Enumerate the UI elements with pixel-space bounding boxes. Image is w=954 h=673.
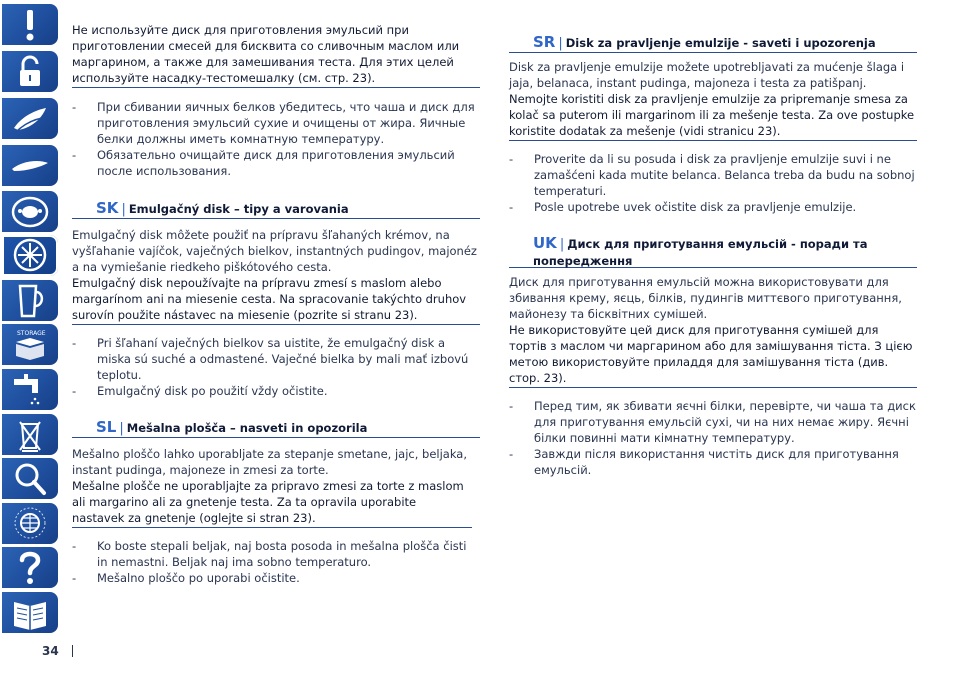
sk-intro: Emulgačný disk môžete použiť na prípravu šľahaných krémov, na vyšľahanie vajíčok, vaječných bielkov, instantných pudingov, majonéz a na vymiešanie riedkeho piškótového cesta. xyxy=(72,228,477,274)
left-column xyxy=(72,22,480,586)
uk-bullet: - Завжди після використання чистіть диск для приготування емульсій. xyxy=(509,447,899,477)
warning-exclamation-icon[interactable] xyxy=(2,4,58,45)
magnifier-icon[interactable] xyxy=(2,458,58,499)
sr-section-header: SR | Disk za pravljenje emulzije - saveti i upozorenja xyxy=(509,34,917,53)
sk-warning: Emulgačný disk nepoužívajte na prípravu zmesí s maslom alebo margarínom ani na miesenie cesta. Na spracovanie takýchto druhov surovín použite nástavec na miesenie (pozrite si stranu 23). xyxy=(72,275,480,325)
sk-code: SK xyxy=(96,199,119,217)
bin-icon[interactable] xyxy=(2,414,58,455)
sl-bullet: - Ko boste stepali beljak, naj bosta posoda in mešalna plošča čisti in nemastni. Beljak naj ima sobno temperaturo. xyxy=(72,539,467,569)
sl-intro: Mešalno ploščo lahko uporabljate za stepanje smetane, jajc, beljaka, instant pudinga, majoneze in zmesi za torte. xyxy=(72,447,468,477)
ru-bullet: - Обязательно очищайте диск для приготовления эмульсий после использования. xyxy=(72,148,455,178)
disc-icon[interactable] xyxy=(2,191,58,232)
tap-icon[interactable] xyxy=(2,369,58,410)
storage-icon[interactable] xyxy=(2,324,58,365)
blade-icon[interactable] xyxy=(2,145,58,186)
sr-title: Disk za pravljenje emulzije - saveti i upozorenja xyxy=(565,36,876,50)
sl-bullet: - Mešalno ploščo po uporabi očistite. xyxy=(72,571,300,585)
sl-warning: Mešalne plošče ne uporabljajte za pripravo zmesi za torte z maslom ali margarino ali za gnetenje testa. Za ta opravila uporabite nastavek za gnetenje (oglejte si stran 23). xyxy=(72,478,472,528)
sl-section-header: SL | Mešalna plošča – nasveti in opozorila xyxy=(72,419,480,438)
jug-icon[interactable] xyxy=(2,280,58,321)
uk-title: Диск для приготування емульсій - поради та попередження xyxy=(533,237,868,268)
page-number: 34 xyxy=(42,644,59,658)
emulsion-disc-icon[interactable] xyxy=(2,235,58,276)
right-column xyxy=(509,34,917,478)
sl-code: SL xyxy=(96,418,117,436)
sk-bullet: - Emulgačný disk po použití vždy očistite. xyxy=(72,384,328,398)
uk-code: UK xyxy=(533,234,557,252)
sr-warning: Nemojte koristiti disk za pravljenje emulzije za pripremanje smesa za kolač sa puterom ili margarinom ili za mešenje testa. Za ove postupke koristite dodatak za mešenje (vidi stranicu 23). xyxy=(509,91,917,141)
leaf-cutting-icon[interactable] xyxy=(2,98,58,139)
uk-intro: Диск для приготування емульсій можна використовувати для збивання крему, яєць, білків, пудингів миттєвого приготування, майонезу та бісквітних сумішей. xyxy=(509,275,902,321)
uk-warning: Не використовуйте цей диск для приготування сумішей для тортів з маслом чи маргарином або для замішування тіста. З цією метою використовуйте приладдя для замішування тіста (див. стор. 23). xyxy=(509,322,917,388)
sr-bullet: - Posle upotrebe uvek očistite disk za pravljenje emulzije. xyxy=(509,200,857,214)
world-guarantee-icon[interactable] xyxy=(2,503,58,544)
question-icon[interactable] xyxy=(2,547,58,588)
ru-warning: Не используйте диск для приготовления эмульсий при приготовлении смесей для бисквита со сливочным маслом или маргарином, а также для замешивания теста. Для этих целей используйте насадку-тестомешалку (см. стр. 23). xyxy=(72,22,480,88)
sk-bullet: - Pri šľahaní vaječných bielkov sa uistite, že emulgačný disk a miska sú suché a odmastené. Vaječné bielka by mali mať izbovú teplotu. xyxy=(72,336,469,382)
uk-section-header: UK | Диск для приготування емульсій - поради та попередження xyxy=(509,235,917,268)
ru-bullet: - При сбивании яичных белков убедитесь, что чаша и диск для приготовления эмульсий сухие и очищены от жира. Яичные белки должны иметь комнатную температуру. xyxy=(72,100,475,146)
sr-bullet: - Proverite da li su posuda i disk za pravljenje emulzije suvi i ne zamašćeni kada mutite belanca. Belanca treba da budu na sobnoj temperaturi. xyxy=(509,152,915,198)
sidebar xyxy=(0,0,60,673)
sl-title: Mešalna plošča – nasveti in opozorila xyxy=(126,421,368,435)
sr-code: SR xyxy=(533,33,556,51)
storage-label: STORAGE xyxy=(17,330,46,337)
manual-icon[interactable] xyxy=(2,592,58,633)
sk-section-header: SK | Emulgačný disk – tipy a varovania xyxy=(72,200,480,219)
footer-divider xyxy=(72,645,73,657)
lock-icon[interactable] xyxy=(2,51,58,92)
sr-intro: Disk za pravljenje emulzije možete upotrebljavati za mućenje šlaga i jaja, belanaca, instant pudinga, majoneza i testa za patišpanj. xyxy=(509,60,905,90)
uk-bullet: - Перед тим, як збивати яєчні білки, перевірте, чи чаша та диск для приготування емульсій сухі, чи на них немає жиру. Яєчні білки повинні мати кімнатну температуру. xyxy=(509,399,916,445)
sk-title: Emulgačný disk – tipy a varovania xyxy=(128,202,349,216)
